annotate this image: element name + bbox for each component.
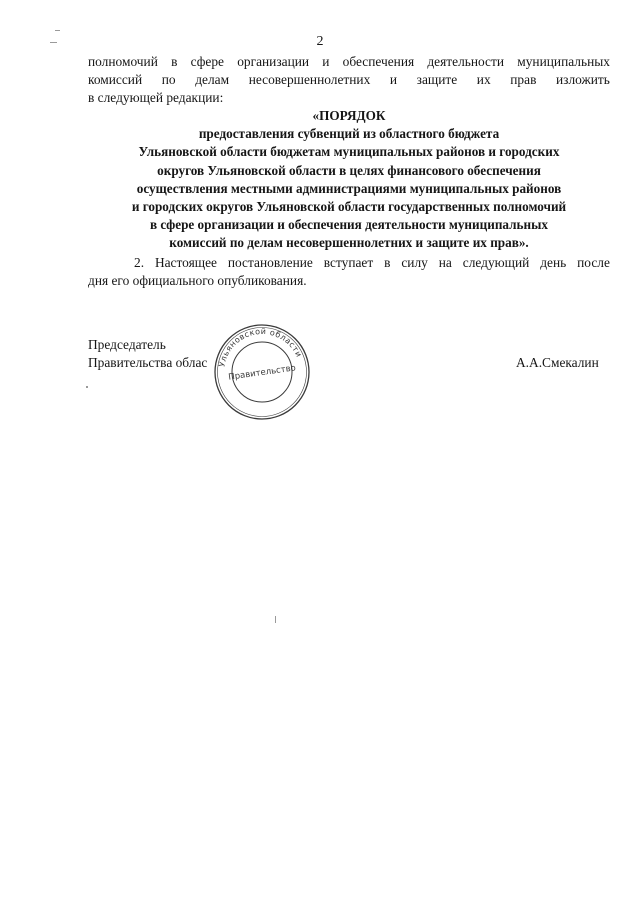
word: комиссий — [88, 72, 143, 87]
word: Настоящее — [154, 255, 217, 270]
word: в — [171, 54, 178, 69]
paragraph-2 — [88, 254, 610, 290]
page-number: 2 — [316, 34, 324, 49]
word: организации — [237, 54, 310, 69]
word: делам — [195, 72, 230, 87]
position-line-2: Правительства облас — [88, 355, 208, 370]
word: после — [577, 255, 610, 270]
word: и — [322, 54, 330, 69]
scan-speck — [86, 386, 88, 388]
title-line: осуществления местными администрациями муниципальных районов — [136, 180, 562, 196]
word: на — [438, 255, 452, 270]
word: 2. — [134, 255, 145, 270]
title-line: «ПОРЯДОК — [312, 108, 386, 123]
word: сфере — [190, 54, 224, 69]
word: защите — [416, 72, 458, 87]
svg-text:Ульяновской области — [217, 327, 303, 368]
title-line: предоставления субвенций из областного бюджета — [198, 126, 500, 142]
intro-line-3: в следующей редакции: — [88, 90, 224, 105]
seal-center-text: Правительство — [227, 363, 297, 383]
word: силу — [401, 255, 428, 270]
word: обеспечения — [342, 54, 415, 69]
word: следующий — [462, 255, 530, 270]
word: и — [389, 72, 398, 87]
paragraph-2-line-1 — [88, 254, 610, 272]
title-line: комиссий по делам несовершеннолетних и защите их прав». — [169, 235, 529, 251]
seal-ring-text: Ульяновской области — [217, 326, 304, 368]
paragraph-2-line-2: дня его официального опубликования. — [88, 273, 307, 288]
scan-speck — [50, 42, 57, 43]
word: изложить — [556, 72, 610, 87]
signatory-name: А.А.Смекалин — [516, 355, 599, 370]
intro-line-2 — [88, 71, 610, 89]
title-line: Ульяновской области бюджетам муниципальных районов и городских — [138, 144, 560, 160]
intro-paragraph — [88, 53, 610, 107]
word: прав — [510, 72, 537, 87]
title-line: округов Ульяновской области в целях финансового обеспечения — [157, 162, 541, 178]
order-title — [88, 107, 610, 253]
word: деятельности — [427, 54, 505, 69]
word: вступает — [323, 255, 374, 270]
word: их — [476, 72, 491, 87]
word: постановление — [227, 255, 313, 270]
position-line-1: Председатель — [88, 337, 166, 352]
word: полномочий — [88, 54, 158, 69]
word: по — [161, 72, 176, 87]
title-line: и городских округов Ульяновской области государственных полномочий — [131, 199, 567, 215]
word: несовершеннолетних — [248, 72, 371, 87]
word: день — [540, 255, 567, 270]
scan-speck — [55, 30, 60, 31]
word: в — [384, 255, 391, 270]
intro-line-1 — [88, 53, 610, 71]
official-seal — [212, 322, 312, 422]
signatory-position — [88, 336, 207, 372]
title-line: в сфере организации и обеспечения деятельности муниципальных — [150, 217, 548, 233]
scan-speck — [275, 616, 276, 623]
word: муниципальных — [517, 54, 610, 69]
